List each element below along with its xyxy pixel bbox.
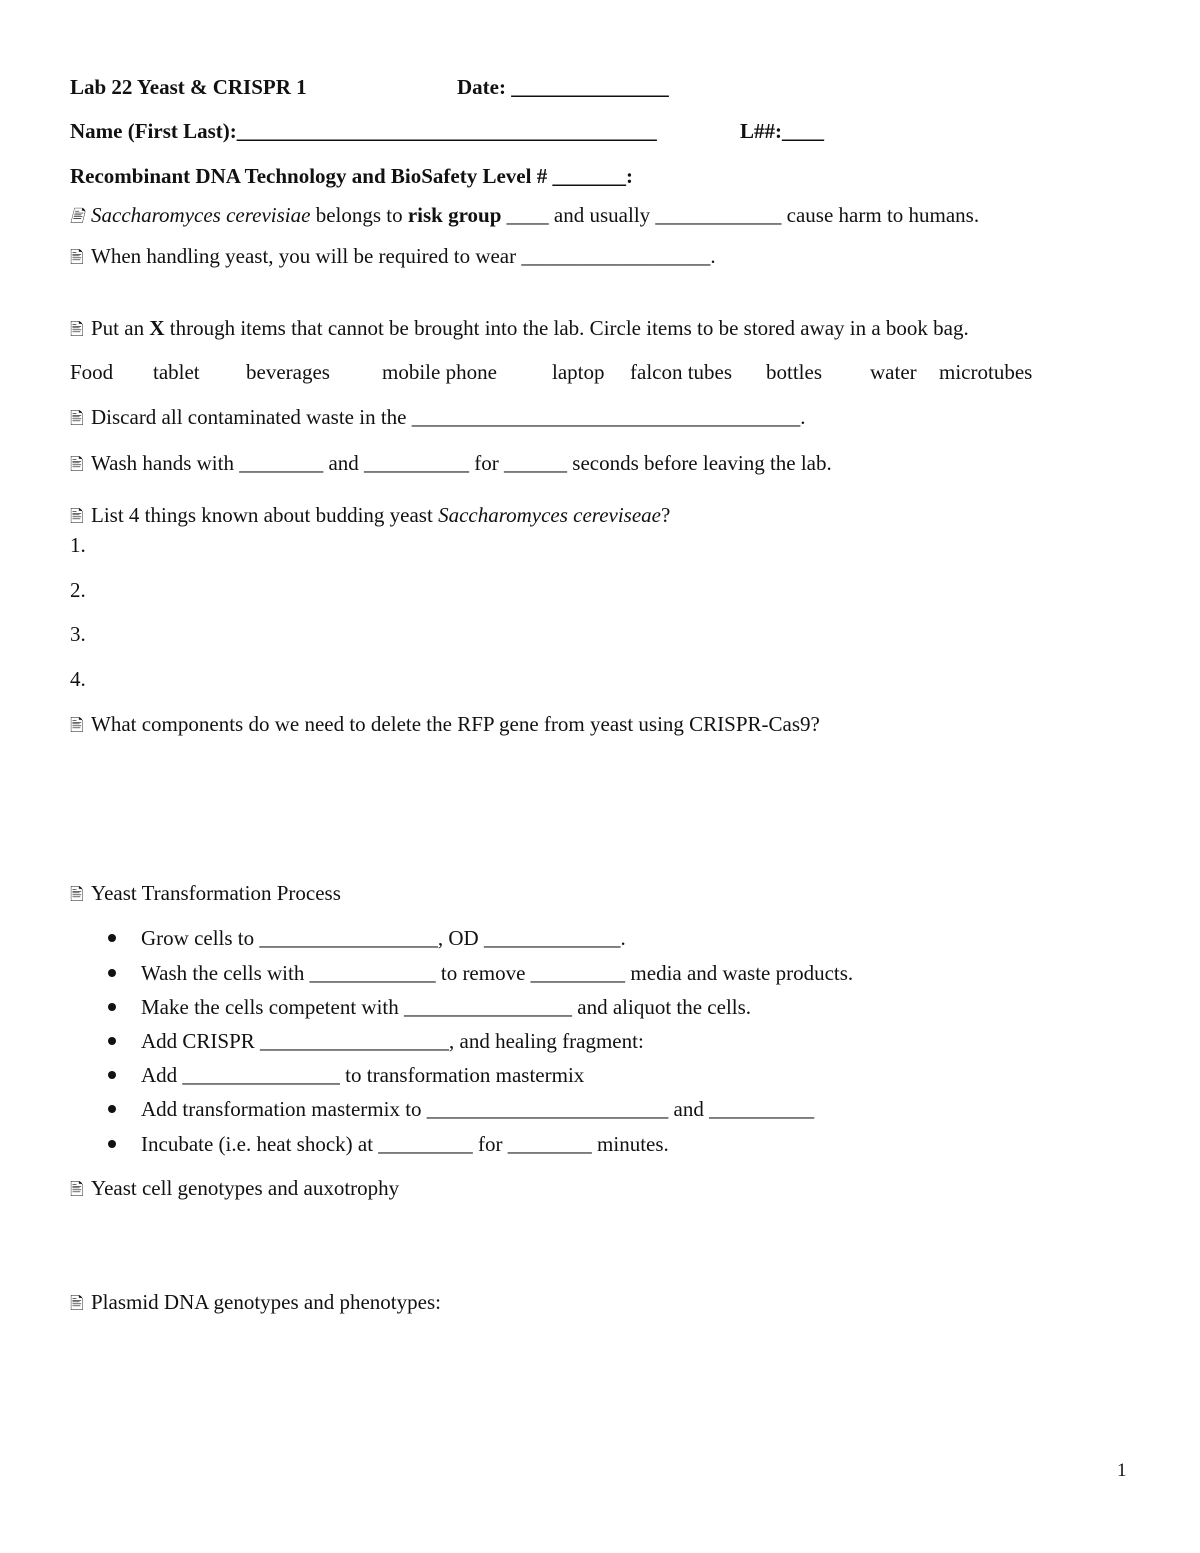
note-icon: 🖹: [70, 207, 84, 226]
step-text: Add transformation mastermix to _______________________ and __________: [141, 1097, 815, 1121]
bullet-icon: [108, 1140, 116, 1148]
items-question: [70, 315, 969, 343]
item-food: Food: [70, 360, 114, 384]
item-beverages: beverages: [246, 360, 330, 384]
step-text: Make the cells competent with ________________ and aliquot the cells.: [141, 995, 752, 1019]
bullet-icon: [108, 1105, 116, 1113]
lnum-field: [740, 118, 824, 144]
step-text: Add CRISPR __________________, and healing fragment:: [141, 1029, 644, 1053]
facts-species: Saccharomyces cereviseae: [438, 503, 661, 527]
note-icon: 🖹: [70, 885, 84, 904]
lab-title: [70, 74, 307, 100]
risk-group-question: [70, 202, 979, 230]
items-list: [0, 359, 1200, 385]
item-falcon-tubes: falcon tubes: [630, 360, 733, 384]
bullet-icon: [108, 969, 116, 977]
q2-text: When handling yeast, you will be required to wear __________________.: [91, 244, 716, 268]
note-icon: 🖹: [70, 455, 84, 474]
q5-text: Wash hands with ________ and __________ for ______ seconds before leaving the lab.: [91, 451, 832, 475]
transformation-heading-text: Yeast Transformation Process: [91, 881, 341, 905]
page-number: 1: [1117, 1460, 1127, 1481]
transformation-heading: [70, 880, 341, 908]
step-text: Wash the cells with ____________ to remove _________ media and waste products.: [141, 961, 854, 985]
date-label: Date: _______________: [457, 75, 669, 99]
q3-bold: X: [149, 316, 165, 340]
q1-pre: belongs to: [310, 203, 408, 227]
fact-number-3: 3.: [70, 622, 86, 646]
lnum-label: L##:____: [740, 119, 824, 143]
note-icon: 🖹: [70, 507, 84, 526]
fact-number-2: 2.: [70, 578, 86, 602]
species-name: Saccharomyces cerevisiae: [91, 203, 311, 227]
note-icon: 🖹: [70, 1294, 84, 1313]
note-icon: 🖹: [70, 409, 84, 428]
q3-pre: Put an: [91, 316, 150, 340]
crispr-question-text: What components do we need to delete the RFP gene from yeast using CRISPR-Cas9?: [91, 712, 820, 736]
step-text: Grow cells to _________________, OD _____________.: [141, 926, 626, 950]
q3-post: through items that cannot be brought into the lab. Circle items to be stored away in a book bag.: [164, 316, 969, 340]
note-icon: 🖹: [70, 320, 84, 339]
waste-question: [70, 404, 805, 432]
biosafety-heading: [70, 163, 633, 189]
bullet-icon: [108, 1037, 116, 1045]
plasmid-heading-text: Plasmid DNA genotypes and phenotypes:: [91, 1290, 441, 1314]
name-field: [70, 118, 657, 144]
item-tablet: tablet: [153, 360, 200, 384]
item-bottles: bottles: [766, 360, 822, 384]
note-icon: 🖹: [70, 1180, 84, 1199]
date-field: [457, 74, 669, 100]
q4-text: Discard all contaminated waste in the _____________________________________.: [91, 405, 806, 429]
bullet-icon: [108, 1071, 116, 1079]
genotypes-heading-text: Yeast cell genotypes and auxotrophy: [91, 1176, 400, 1200]
wash-question: [70, 450, 832, 478]
item-laptop: laptop: [552, 360, 605, 384]
title-text: Lab 22 Yeast & CRISPR 1: [70, 75, 307, 99]
name-label: Name (First Last):________________________________________: [70, 119, 657, 143]
wear-question: [70, 243, 716, 271]
yeast-facts-question: [70, 502, 670, 530]
facts-pre: List 4 things known about budding yeast: [91, 503, 439, 527]
step-text: Add _______________ to transformation mastermix: [141, 1063, 585, 1087]
facts-post: ?: [661, 503, 671, 527]
q1-bold: risk group: [407, 203, 502, 227]
step-text: Incubate (i.e. heat shock) at _________ for ________ minutes.: [141, 1132, 669, 1156]
note-icon: 🖹: [70, 248, 84, 267]
bullet-icon: [108, 1003, 116, 1011]
crispr-question: [70, 711, 820, 739]
item-microtubes: microtubes: [939, 360, 1033, 384]
item-water: water: [870, 360, 917, 384]
genotypes-heading: [70, 1175, 399, 1203]
q1-post: ____ and usually ____________ cause harm to humans.: [501, 203, 980, 227]
note-icon: 🖹: [70, 716, 84, 735]
biosafety-heading-text: Recombinant DNA Technology and BioSafety Level # _______:: [70, 164, 633, 188]
bullet-icon: [108, 934, 116, 942]
plasmid-heading: [70, 1289, 441, 1317]
fact-number-1: 1.: [70, 533, 86, 557]
fact-number-4: 4.: [70, 667, 86, 691]
item-mobile-phone: mobile phone: [382, 360, 497, 384]
